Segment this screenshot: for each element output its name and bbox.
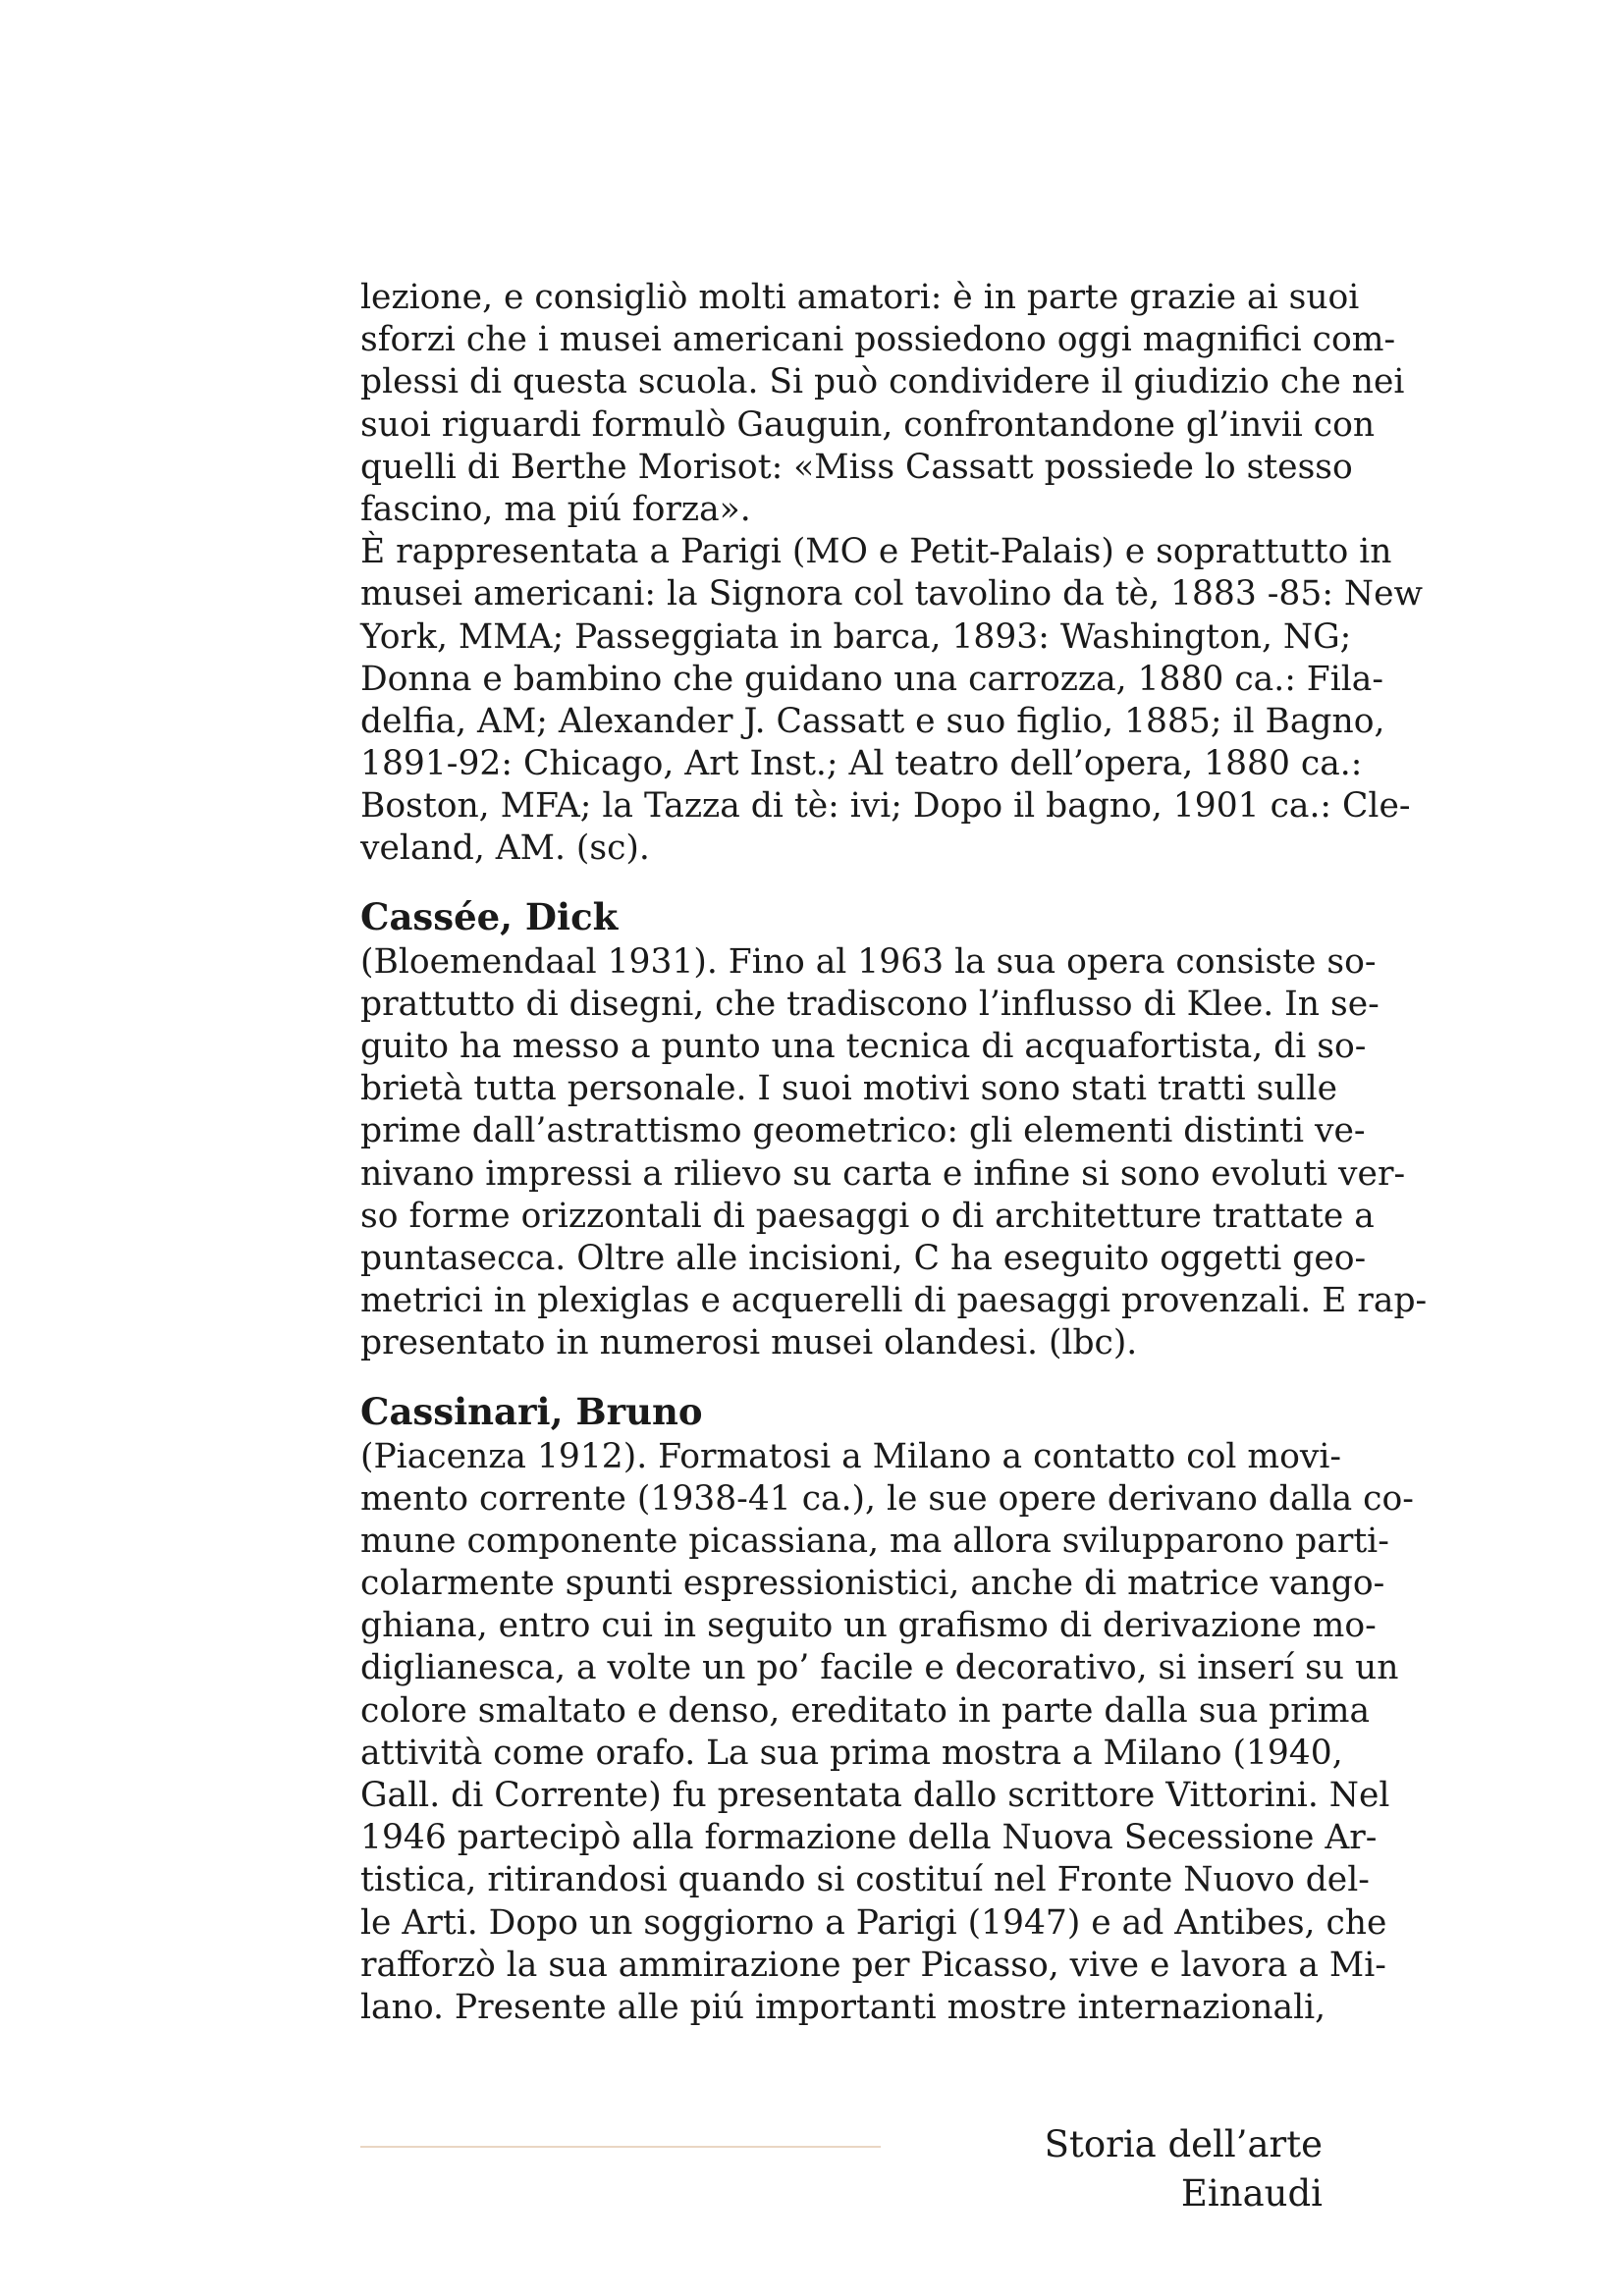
text-line: so forme orizzontali di paesaggi o di architetture trattate a: [360, 1196, 1375, 1236]
text-line: fascino, ma piú forza».: [360, 489, 751, 529]
text-line: suoi riguardi formulò Gauguin, confrontandone gl’invii con: [360, 404, 1376, 445]
footer-title: Storia dell’arte Einaudi: [1044, 2123, 1323, 2215]
text-line: lezione, e consigliò molti amatori: è in parte grazie ai suoi: [360, 278, 1360, 317]
text-line: diglianesca, a volte un po’ facile e decorativo, si inserí su un: [360, 1648, 1399, 1688]
page-body: [360, 277, 1428, 2029]
text-line: Donna e bambino che guidano una carrozza, 1880 ca.: Fila-: [360, 659, 1384, 699]
text-line: metrici in plexiglas e acquerelli di paesaggi provenzali. E rap-: [360, 1281, 1428, 1321]
text-line: (Piacenza 1912). Formatosi a Milano a contatto col movi-: [360, 1436, 1342, 1476]
text-line: guito ha messo a punto una tecnica di acquafortista, di so-: [360, 1027, 1367, 1066]
text-line: brietà tutta personale. I suoi motivi sono stati tratti sulle: [360, 1069, 1338, 1109]
text-line: delfia, AM; Alexander J. Cassatt e suo figlio, 1885; il Bagno,: [360, 701, 1385, 741]
text-line: plessi di questa scuola. Si può condividere il giudizio che nei: [360, 362, 1405, 402]
text-line: attività come orafo. La sua prima mostra a Milano (1940,: [360, 1733, 1343, 1773]
text-line: Boston, MFA; la Tazza di tè: ivi; Dopo il bagno, 1901 ca.: Cle-: [360, 786, 1411, 827]
text-line: Gall. di Corrente) fu presentata dallo scrittore Vittorini. Nel: [360, 1776, 1390, 1815]
text-line: sforzi che i musei americani possiedono oggi magnifici com-: [360, 320, 1396, 360]
text-line: 1946 partecipò alla formazione della Nuova Secessione Ar-: [360, 1818, 1378, 1858]
text-line: prattutto di disegni, che tradiscono l’influsso di Klee. In se-: [360, 984, 1380, 1024]
text-line: York, MMA; Passeggiata in barca, 1893: Washington, NG;: [360, 616, 1352, 657]
text-line: tistica, ritirandosi quando si costituí nel Fronte Nuovo del-: [360, 1860, 1370, 1900]
text-line: 1891-92: Chicago, Art Inst.; Al teatro dell’opera, 1880 ca.:: [360, 744, 1363, 784]
entry-cassinari: [360, 1389, 1414, 2030]
text-line: mento corrente (1938-41 ca.), le sue opere derivano dalla co-: [360, 1478, 1414, 1519]
text-line: musei americani: la Signora col tavolino da tè, 1883 -85: New: [360, 574, 1424, 614]
text-line: rafforzò la sua ammirazione per Picasso, vive e lavora a Mi-: [360, 1945, 1386, 1985]
entry-heading: Cassée, Dick: [360, 894, 619, 938]
entry-cassee: [360, 894, 1428, 1365]
entry-heading: Cassinari, Bruno: [360, 1389, 703, 1433]
text-line: le Arti. Dopo un soggiorno a Parigi (1947) e ad Antibes, che: [360, 1902, 1387, 1943]
text-line: puntasecca. Oltre alle incisioni, C ha eseguito oggetti geo-: [360, 1238, 1367, 1278]
text-line: ghiana, entro cui in seguito un grafismo di derivazione mo-: [360, 1606, 1377, 1646]
text-line: nivano impressi a rilievo su carta e infine si sono evoluti ver-: [360, 1153, 1406, 1194]
text-line: È rappresentata a Parigi (MO e Petit-Palais) e soprattutto in: [360, 532, 1392, 572]
text-line: mune componente picassiana, ma allora svilupparono parti-: [360, 1521, 1389, 1561]
text-line: lano. Presente alle piú importanti mostre internazionali,: [360, 1987, 1326, 2027]
footer-rule: [360, 2146, 881, 2148]
text-line: veland, AM. (sc).: [360, 828, 650, 869]
text-line: colarmente spunti espressionistici, anche di matrice vango-: [360, 1564, 1385, 1604]
text-line: prime dall’astrattismo geometrico: gli elementi distinti ve-: [360, 1111, 1366, 1151]
text-line: quelli di Berthe Morisot: «Miss Cassatt possiede lo stesso: [360, 447, 1353, 487]
text-line: presentato in numerosi musei olandesi. (lbc).: [360, 1323, 1138, 1363]
entry-cassatt-continued: [360, 277, 1424, 871]
text-line: (Bloemendaal 1931). Fino al 1963 la sua opera consiste so-: [360, 941, 1377, 982]
text-line: colore smaltato e denso, ereditato in parte dalla sua prima: [360, 1690, 1371, 1731]
